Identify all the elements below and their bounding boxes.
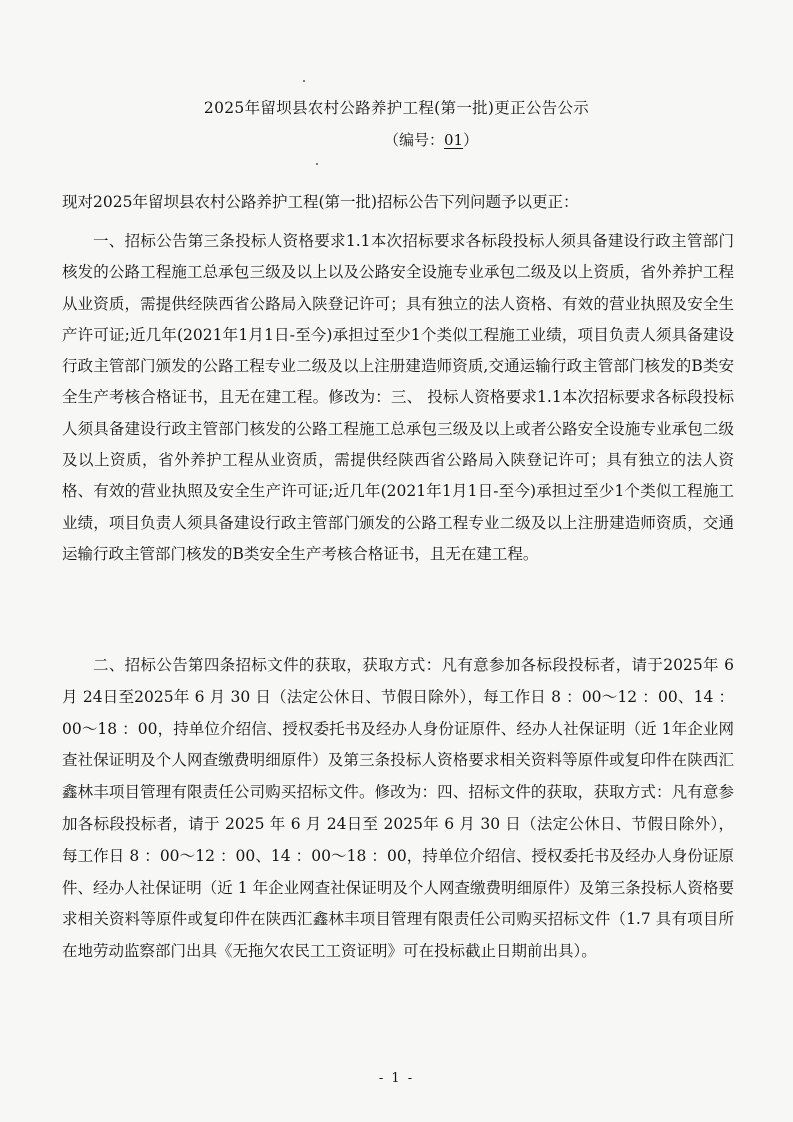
page-number: - 1 - <box>378 1071 415 1086</box>
scan-speck <box>303 80 305 82</box>
intro-text: 现对2025年留坝县农村公路养护工程(第一批)招标公告下列问题予以更正： <box>62 193 579 211</box>
correction-paragraph-1: 一、招标公告第三条投标人资格要求1.1本次招标要求各标段投标人须具备建设行政主管部门核发的公路工程施工总承包三级及以上以及公路安全设施专业承包二级及以上资质，省外养护工程从业资质，需提供经陕西省公路局入陕登记许可；具有独立的法人资格、有效的营业执照及安全生产许可证;近几年(2021年1月1日-至今)承担过至少1个类似工程施工业绩，项目负责人须具备建设行政主管部门颁发的公路工程专业二级及以上注册建造师资质,交通运输行政主管部门核发的B类安全生产考核合格证书，且无在建工程。修改为：三、 投标人资格要求1.1本次招标要求各标段投标人须具备建设行政主管部门核发的公路工程施工总承包三级及以上或者公路安全设施专业承包二级及以上资质，省外养护工程从业资质，需提供经陕西省公路局入陕登记许可；具有独立的法人资格、有效的营业执照及安全生产许可证;近几年(2021年1月1日-至今)承担过至少1个类似工程施工业绩，项目负责人须具备建设行政主管部门颁发的公路工程专业二级及以上注册建造师资质，交通运输行政主管部门核发的B类安全生产考核合格证书，且无在建工程。 <box>62 232 734 563</box>
scan-speck <box>316 163 318 165</box>
serial-close: ） <box>463 131 479 149</box>
serial-label: （编号： <box>384 131 445 149</box>
document-serial <box>384 129 478 150</box>
correction-paragraph-2: 二、招标公告第四条招标文件的获取，获取方式：凡有意参加各标段投标者，请于2025年 6 月 24日至2025年 6 月 30 日（法定公休日、节假日除外），每工作日 8 ：00～12 ：00、14 ：00～18 ：00，持单位介绍信、授权委托书及经办人身份证原件、经办人社保证明（近 1年企业网查社保证明及个人网查缴费明细原件）及第三条投标人资格要求相关资料等原件或复印件在陕西汇鑫林丰项目管理有限责任公司购买招标文件。修改为：四、招标文件的获取，获取方式：凡有意参加各标段投标者，请于 2025 年 6 月 24日至 2025年 6 月 30 日（法定公休日、节假日除外）， 每工作日 8 ：00～12 ：00、14 ：00～18 ：00，持单位介绍信、授权委托书及经办人身份证原件、经办人社保证明（近 1 年企业网查社保证明及个人网查缴费明细原件）及第三条投标人资格要求相关资料等原件或复印件在陕西汇鑫林丰项目管理有限责任公司购买招标文件（1.7 具有项目所在地劳动监察部门出具《无拖欠农民工工资证明》可在投标截止日期前出具）。 <box>62 656 734 961</box>
document-title: 2025年留坝县农村公路养护工程(第一批)更正公告公示 <box>203 99 590 117</box>
serial-number: 01 <box>444 131 464 149</box>
